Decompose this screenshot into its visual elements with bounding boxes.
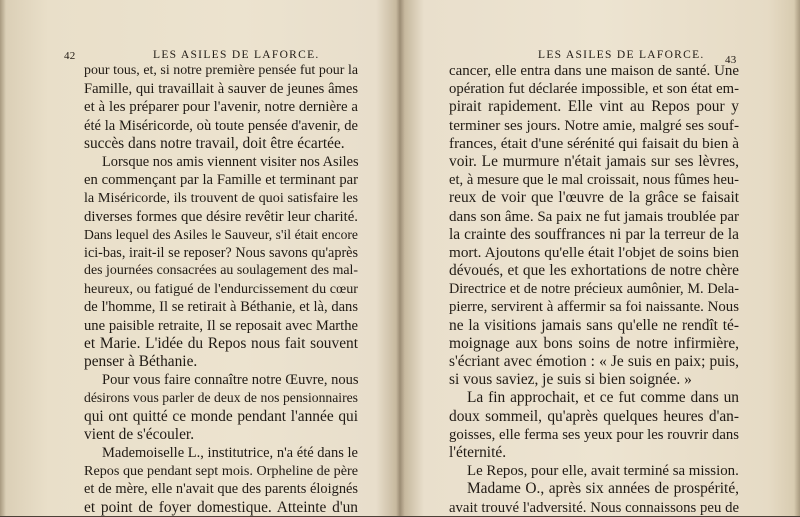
- text-line: s'écriant avec émotion : « Je suis en paix; puis,: [449, 353, 739, 370]
- text-line: Mademoiselle L., institutrice, n'a été dans le: [102, 444, 358, 461]
- text-line: frances, était d'une sérénité qui faisait du bien à: [449, 134, 739, 152]
- text-line: Pour vous faire connaître notre Œuvre, nous: [102, 372, 359, 389]
- text-line: pierre, servirent à affermir sa foi naissante. Nous: [449, 299, 739, 316]
- text-line: qui ont quitté ce monde pendant l'année qui: [84, 407, 358, 425]
- text-line: des journées consacrées au soulagement des mal-: [84, 263, 358, 279]
- text-line: Directrice et de notre précieux aumônier, M. Dela-: [449, 281, 739, 298]
- text-line: pirait rapidement. Elle vint au Repos pour y: [449, 98, 739, 116]
- text-line: vient de s'écouler.: [84, 425, 195, 443]
- text-line: dévoués, et que les exhortations de notre chère: [449, 262, 739, 280]
- text-line: de l'homme, Il se retirait à Béthanie, et là, dans: [84, 299, 358, 316]
- text-line: pour tous, et, si notre première pensée fut pour la: [84, 63, 358, 78]
- text-line: et de mère, elle n'avait que des parents éloignés: [84, 481, 358, 498]
- text-line: ne la visitions jamais sans qu'elle ne rendît té-: [449, 316, 739, 334]
- text-line: mort. Ajoutons qu'elle était l'objet de soins bien: [449, 243, 739, 261]
- text-line: cancer, elle entra dans une maison de santé. Une: [449, 63, 739, 79]
- right-page: [404, 0, 800, 516]
- text-line: terminer ses jours. Notre amie, malgré ses souf-: [449, 117, 739, 134]
- text-line: Dans lequel des Asiles le Sauveur, s'il était encore: [84, 226, 358, 242]
- text-line: en commençant par la Famille et terminant par: [84, 172, 358, 189]
- text-line: ici-bas, irait-il se reposer? Nous savons qu'après: [84, 244, 358, 261]
- text-line: la Miséricorde, ils trouvent de quoi satisfaire les: [84, 190, 358, 207]
- left-page: [0, 0, 400, 516]
- text-line: Lorsque nos amis viennent visiter nos Asiles: [102, 153, 359, 170]
- text-line: opération fut déclarée impossible, et son état em-: [449, 81, 739, 98]
- text-line: été la Miséricorde, où toute pensée d'avenir, de: [84, 117, 358, 134]
- left-page-text: [84, 62, 358, 517]
- text-line: et à les préparer pour l'avenir, notre dernière a: [84, 99, 358, 116]
- text-line: et Marie. L'idée du Repos nous fait souvent: [84, 334, 358, 352]
- text-line: Famille, qui travaillait à sauver de jeunes âmes: [84, 81, 358, 98]
- text-line: moignage aux bons soins de notre infirmière,: [449, 334, 739, 352]
- text-line: goisses, elle ferma ses yeux pour les rouvrir dans: [449, 426, 739, 443]
- text-line: La fin approchait, et ce fut comme dans un: [467, 389, 739, 407]
- text-line: et point de foyer domestique. Atteinte d'un: [84, 498, 358, 516]
- text-line: doux sommeil, qu'après quelques heures d'an-: [449, 407, 739, 425]
- text-line: dans son âme. Sa paix ne fut jamais troublée par: [449, 208, 739, 225]
- text-line: penser à Béthanie.: [84, 353, 198, 370]
- text-line: si vous saviez, je suis si bien soignée. »: [449, 371, 692, 389]
- text-line: voir. Le murmure n'était jamais sur ses lèvres,: [449, 152, 739, 170]
- text-line: reux de voir que l'œuvre de la grâce se faisait: [449, 189, 739, 207]
- text-line: avait trouvé l'adversité. Nous connaissons peu de: [449, 499, 739, 516]
- text-line: Madame O., après six années de prospérité,: [467, 480, 739, 498]
- right-page-text: [449, 62, 739, 517]
- page-number-left: 42: [64, 50, 76, 62]
- text-line: succès dans notre travail, doit être écartée.: [84, 134, 345, 152]
- running-header-right: LES ASILES DE LAFORCE.: [538, 49, 705, 61]
- text-line: diverses formes que désire revêtir leur charité.: [84, 208, 358, 225]
- text-line: Repos que pendant sept mois. Orpheline de père: [84, 463, 358, 480]
- text-line: une paisible retraite, Il se reposait avec Marthe: [84, 317, 358, 334]
- text-line: et, à mesure que le mal croissait, nous fûmes heu-: [449, 172, 739, 189]
- running-header-left: LES ASILES DE LAFORCE.: [153, 49, 320, 61]
- text-line: la crainte des souffrances ni par la terreur de la: [449, 225, 739, 243]
- page-number-right: 43: [725, 54, 737, 66]
- text-line: Le Repos, pour elle, avait terminé sa mission.: [467, 463, 739, 480]
- text-line: désirons vous parler de deux de nos pensionnaires: [84, 390, 358, 406]
- text-line: heureux, ou fatigué de l'endurcissement du cœur: [84, 281, 358, 298]
- text-line: l'éternité.: [449, 443, 507, 461]
